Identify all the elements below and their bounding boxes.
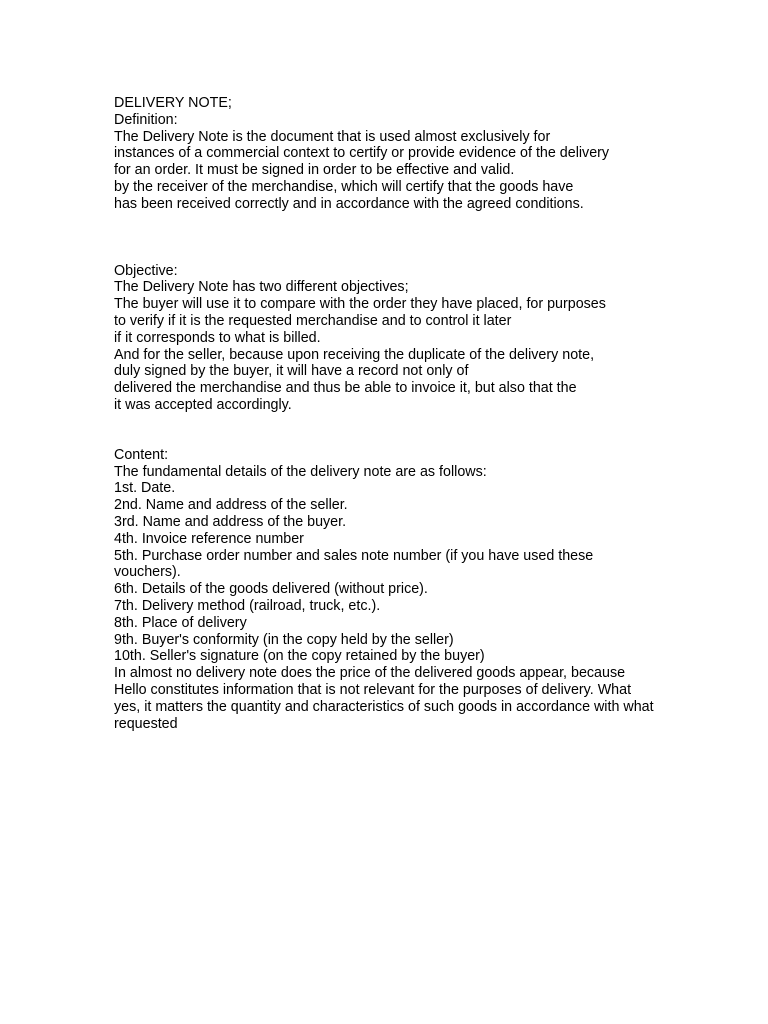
content-list-item: 2nd. Name and address of the seller. (114, 497, 348, 514)
document-title: DELIVERY NOTE; (114, 95, 232, 111)
content-text-line: In almost no delivery note does the price of the delivered goods appear, because (114, 665, 626, 682)
content-list-item: 1st. Date. (114, 480, 176, 497)
content-text-line: Hello constitutes information that is not relevant for the purposes of delivery. What (114, 681, 632, 698)
content-list-item: 10th. Seller's signature (on the copy retained by the buyer) (114, 648, 485, 665)
objective-text-line: if it corresponds to what is billed. (114, 329, 321, 346)
objective-text-line: it was accepted accordingly. (114, 396, 292, 413)
content-list-item: 6th. Details of the goods delivered (without price). (114, 581, 428, 598)
content-list-item: vouchers). (114, 564, 181, 581)
content-list-item: 9th. Buyer's conformity (in the copy held by the seller) (114, 631, 454, 648)
content-list-item: 3rd. Name and address of the buyer. (114, 513, 347, 530)
objective-text-line: The buyer will use it to compare with the order they have placed, for purposes (114, 296, 606, 313)
document-page (114, 95, 694, 732)
objective-section (114, 263, 694, 414)
definition-text-line: has been received correctly and in accordance with the agreed conditions. (114, 195, 584, 212)
content-list-item: 4th. Invoice reference number (114, 530, 304, 547)
content-text-line: yes, it matters the quantity and characteristics of such goods in accordance with what (114, 698, 654, 715)
objective-heading: Objective: (114, 262, 178, 279)
definition-text-line: by the receiver of the merchandise, which will certify that the goods have (114, 178, 574, 195)
content-list-item: 5th. Purchase order number and sales note number (if you have used these (114, 547, 594, 564)
content-heading: Content: (114, 446, 169, 463)
content-intro-line: The fundamental details of the delivery note are as follows: (114, 463, 487, 480)
content-list-item: 8th. Place of delivery (114, 614, 247, 631)
objective-text-line: The Delivery Note has two different objectives; (114, 279, 409, 296)
definition-text-line: The Delivery Note is the document that is used almost exclusively for (114, 128, 551, 145)
content-section (114, 447, 694, 733)
objective-text-line: duly signed by the buyer, it will have a record not only of (114, 363, 469, 380)
objective-text-line: delivered the merchandise and thus be able to invoice it, but also that the (114, 380, 577, 397)
content-list-item: 7th. Delivery method (railroad, truck, etc.). (114, 597, 381, 614)
objective-text-line: to verify if it is the requested merchandise and to control it later (114, 312, 512, 329)
section-spacer (114, 414, 694, 447)
definition-text-line: for an order. It must be signed in order to be effective and valid. (114, 162, 515, 179)
definition-text-line: instances of a commercial context to certify or provide evidence of the delivery (114, 145, 610, 162)
section-spacer (114, 213, 694, 263)
objective-text-line: And for the seller, because upon receiving the duplicate of the delivery note, (114, 346, 595, 363)
definition-section (114, 95, 694, 213)
definition-heading: Definition: (114, 111, 178, 128)
content-text-line: requested (114, 715, 178, 732)
